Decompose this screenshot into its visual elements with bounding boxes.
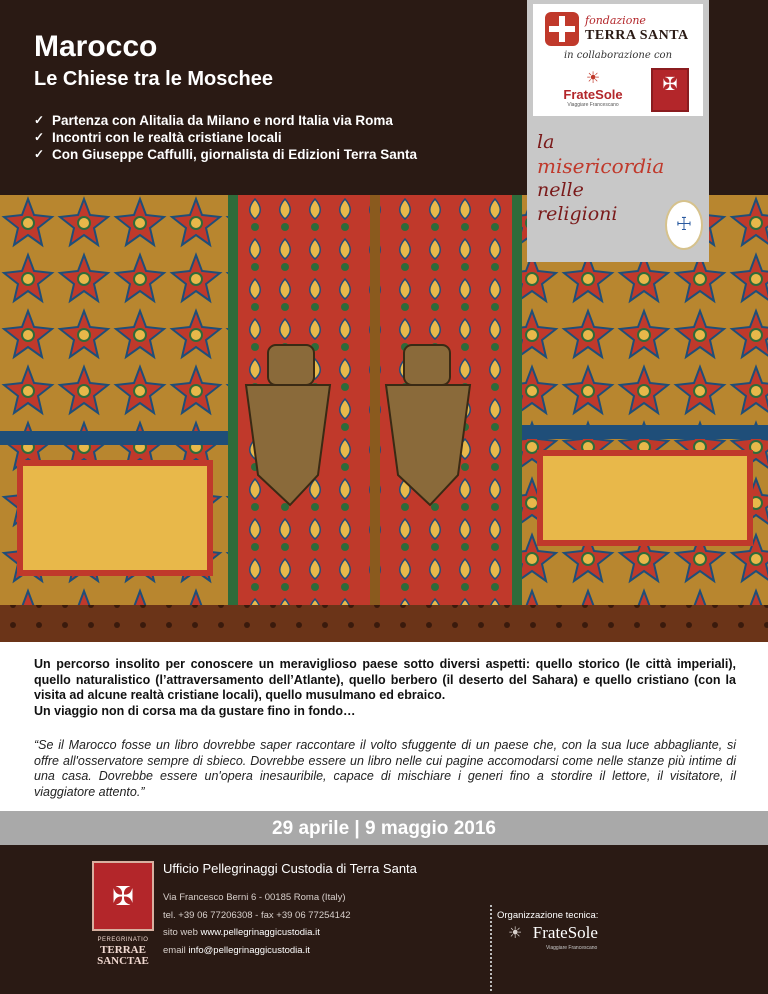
- email-link[interactable]: info@pellegrinaggicustodia.it: [188, 944, 310, 956]
- dotted-divider: [490, 905, 492, 991]
- website-row: [163, 924, 351, 942]
- list-item: [34, 129, 417, 146]
- motto-line: nelle: [537, 179, 584, 201]
- email-row: [163, 942, 351, 960]
- list-item: [34, 112, 417, 129]
- phone-fax: tel. +39 06 77206308 - fax +39 06 77254142: [163, 909, 351, 921]
- fratesole-tagline: Viaggiare Francescano: [567, 102, 619, 108]
- motto-line: religioni: [537, 203, 618, 225]
- jerusalem-cross-icon: [545, 12, 579, 46]
- motto-line: misericordia: [537, 154, 665, 178]
- check-icon: ✓: [34, 130, 45, 144]
- branding-panel: [527, 0, 709, 262]
- website-link[interactable]: www.pellegrinaggicustodia.it: [200, 927, 320, 938]
- travel-dates: 29 aprile | 9 maggio 2016: [272, 818, 496, 839]
- jubilee-motto: [537, 130, 664, 226]
- address: Via Francesco Berni 6 - 00185 Roma (Italy): [163, 892, 346, 903]
- contact-block: [163, 889, 351, 959]
- foundation-label: fondazione: [585, 14, 646, 27]
- partners-box: [533, 4, 703, 116]
- quote-paragraph: “Se il Marocco fosse un libro dovrebbe saper raccontare il volto sfuggente di un paese che, con la sua luce abbagliante, si offre all'osservatore sempre di sbieco. Dovrebbe essere un libro nelle cui pagine accomodarsi come nelle stanze più intime di una casa. Dovrebbe essere un'opera inesauribile, capace di mischiare i generi fino a stordire il lettore, il visitatore, il viaggiatore attento.”: [34, 738, 736, 799]
- date-band: [0, 811, 768, 845]
- jubilee-logo-icon: [665, 200, 703, 250]
- page-title: Marocco: [34, 30, 158, 63]
- page-subtitle: Le Chiese tra le Moschee: [34, 68, 273, 90]
- fratesole-name: FrateSole: [563, 87, 623, 102]
- crest-word: SANCTAE: [97, 955, 149, 967]
- collaboration-label: in collaborazione con: [563, 50, 673, 61]
- highlights-list: [34, 112, 417, 163]
- motto-line: la: [537, 131, 555, 153]
- check-icon: ✓: [34, 113, 45, 127]
- foundation-name: TERRA SANTA: [585, 28, 689, 43]
- sun-icon: ☀: [508, 925, 523, 942]
- door-illustration: [0, 195, 768, 642]
- intro-tagline: Un viaggio non di corsa ma da gustare fino in fondo…: [34, 703, 356, 718]
- intro-text: Un percorso insolito per conoscere un meraviglioso paese sotto diversi aspetti: quello storico (le città imperiali), quello naturalistico (l’attraversamento dell’Atlante), quello berbero (il deserto del Sahara) e quello cristiano (con la visita ad alcune realtà cristiane locali), quello musulmano ed ebraico.: [34, 657, 736, 702]
- crest-icon: [92, 861, 154, 931]
- org-name: FrateSole: [532, 923, 598, 942]
- peregrinatio-badge-icon: [651, 68, 689, 112]
- crest-label-main: [92, 945, 154, 967]
- sun-icon: ☀: [585, 70, 601, 87]
- highlight-text: Con Giuseppe Caffulli, giornalista di Edizioni Terra Santa: [52, 147, 418, 162]
- crest-word: TERRAE: [100, 944, 146, 956]
- highlight-text: Incontri con le realtà cristiane locali: [52, 130, 282, 145]
- footer: [0, 845, 768, 994]
- website-label: sito web: [163, 927, 198, 938]
- org-tagline: Viaggiare Francescano: [546, 945, 598, 951]
- peregrinatio-crest: [92, 861, 154, 971]
- list-item: [34, 146, 417, 163]
- fratesole-footer-logo: [508, 923, 598, 951]
- intro-paragraph: [34, 657, 736, 719]
- technical-organization-label: Organizzazione tecnica:: [497, 910, 599, 921]
- email-label: email: [163, 944, 186, 956]
- highlight-text: Partenza con Alitalia da Milano e nord Italia via Roma: [52, 113, 393, 128]
- crest-label-top: PEREGRINATIO: [97, 937, 149, 943]
- fratesole-logo: [553, 70, 633, 114]
- office-name: Ufficio Pellegrinaggi Custodia di Terra Santa: [163, 861, 417, 876]
- check-icon: ✓: [34, 147, 45, 161]
- moroccan-door-photo: [0, 195, 768, 642]
